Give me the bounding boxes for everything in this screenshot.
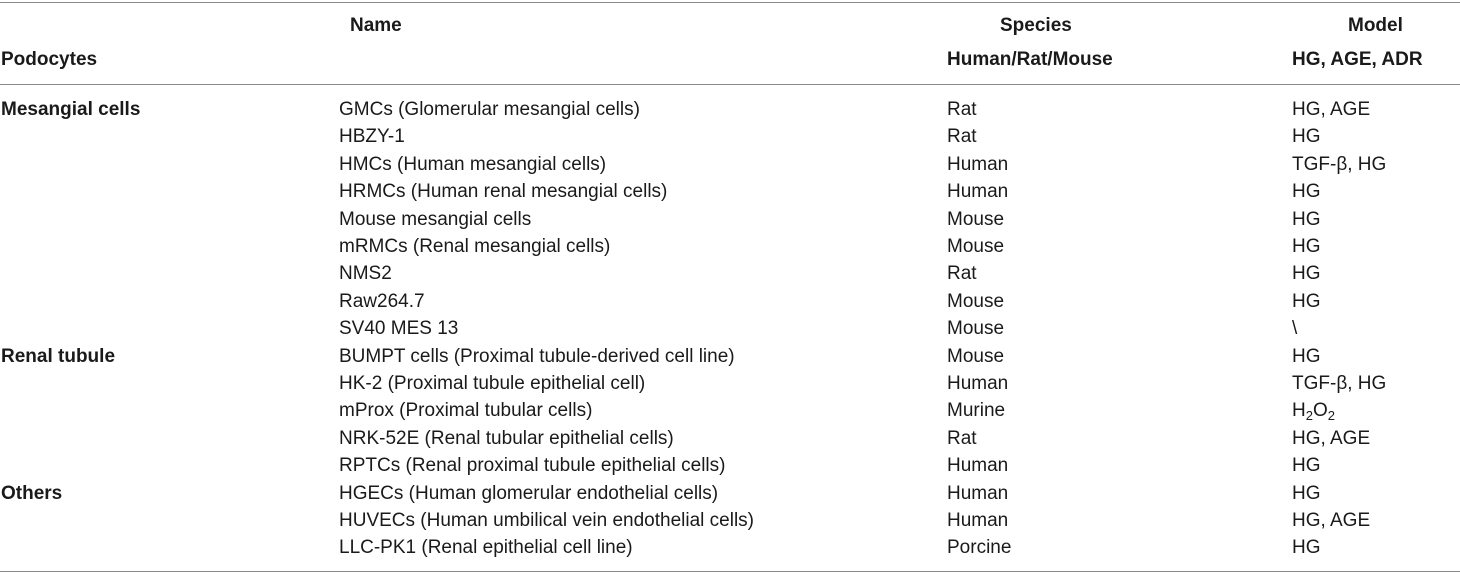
cell-name: RPTCs (Renal proximal tubule epithelial cells) [339,455,726,477]
cell-model: HG [1292,181,1321,203]
table-row [0,370,1460,397]
cell-model: HG [1292,263,1321,285]
cell-model: HG, AGE [1292,99,1371,120]
cell-name: GMCs (Glomerular mesangial cells) [339,99,640,120]
table-row [0,343,1460,370]
cell-species: Mouse [947,290,1005,312]
cell-name: mRMCs (Renal mesangial cells) [339,236,611,257]
table-row [0,178,1460,205]
cell-name: HUVECs (Human umbilical vein endothelial cells) [339,510,754,531]
cell-name: SV40 MES 13 [339,318,459,340]
cell-species: Rat [947,99,977,120]
cell-species: Human [947,181,1009,203]
cell-name: LLC-PK1 (Renal epithelial cell line) [339,537,633,559]
cell-group: Mesangial cells [1,99,141,120]
cell-species: Mouse [947,236,1005,257]
cell-species: Human [947,455,1009,477]
cell-model: $H_2O_2$ [1292,400,1335,424]
table-row [0,397,1460,424]
table-row [0,288,1460,315]
cell-name: HK-2 (Proximal tubule epithelial cell) [339,373,646,394]
table-row [0,452,1460,479]
table-row [0,260,1460,287]
cell-species: Murine [947,400,1006,422]
cell-model: TGF-β, HG [1292,153,1387,175]
cell-name: NRK-52E (Renal tubular epithelial cells) [339,427,674,449]
cell-species: Rat [947,126,977,148]
cell-species: Mouse [947,345,1005,367]
cell-model: HG [1292,290,1321,312]
table-bottom-rule [0,571,1460,572]
cell-species: Mouse [947,208,1005,230]
cell-species: Human [947,153,1009,175]
cell-name: HRMCs (Human renal mesangial cells) [339,181,668,203]
header-species: Species [1000,15,1072,36]
cell-model: HG, AGE [1292,427,1371,449]
cell-model: TGF-β, HG [1292,373,1387,394]
table-header-row [0,12,1460,39]
cell-name: mProx (Proximal tubular cells) [339,400,593,422]
table-row [0,480,1460,507]
table-row [0,151,1460,178]
header-name: Name [350,15,402,36]
row-species: Human/Rat/Mouse [947,49,1113,70]
cell-name: Raw264.7 [339,290,425,312]
cell-model: HG, AGE [1292,510,1371,531]
row-group: Podocytes [1,49,98,70]
table-top-rule [0,2,1460,3]
cell-model: HG [1292,345,1321,367]
table-row [0,534,1460,561]
table-row [0,206,1460,233]
cell-model: HG [1292,455,1321,477]
podocytes-row [0,46,1460,73]
cell-species: Rat [947,263,977,285]
cell-model: HG [1292,236,1321,257]
table-row [0,425,1460,452]
cell-name: HMCs (Human mesangial cells) [339,153,607,175]
cell-name: NMS2 [339,263,392,285]
table-header-rule [0,84,1460,85]
cell-species: Human [947,510,1009,531]
table-row [0,507,1460,534]
header-model: Model [1348,15,1403,36]
cell-name: BUMPT cells (Proximal tubule-derived cell line) [339,345,735,367]
cell-name: HBZY-1 [339,126,405,148]
cell-species: Human [947,482,1009,504]
cell-model: HG [1292,537,1321,559]
cell-group: Others [1,482,63,504]
cell-name: HGECs (Human glomerular endothelial cells) [339,482,719,504]
cell-species: Rat [947,427,977,449]
cell-model: \ [1292,318,1298,340]
cell-model: HG [1292,126,1321,148]
table-row [0,123,1460,150]
table-row [0,96,1460,123]
table-row [0,233,1460,260]
cell-species: Human [947,373,1009,394]
cell-group: Renal tubule [1,345,116,367]
cell-species: Mouse [947,318,1005,340]
row-model: HG, AGE, ADR [1292,49,1423,70]
cell-species: Porcine [947,537,1012,559]
cell-model: HG [1292,482,1321,504]
cell-name: Mouse mesangial cells [339,208,532,230]
table-row [0,315,1460,342]
cell-model: HG [1292,208,1321,230]
